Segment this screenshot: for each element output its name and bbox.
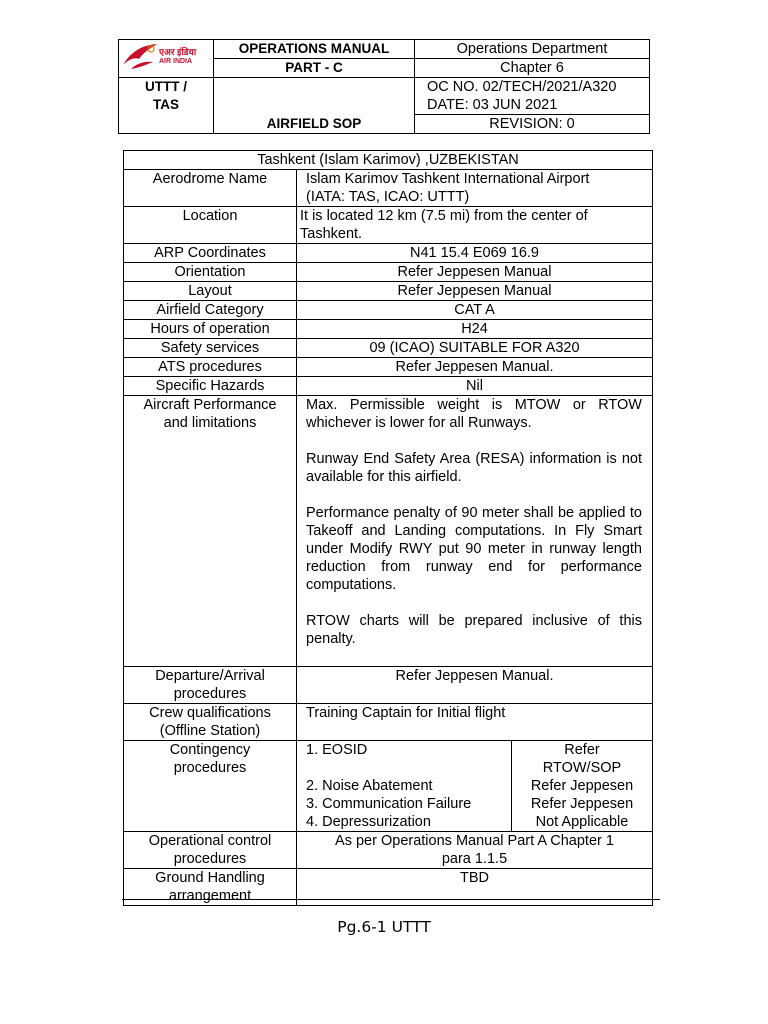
table-row <box>124 170 653 207</box>
dep-arr-label-line-1: Departure/Arrival <box>155 668 265 684</box>
performance-paragraph: Performance penalty of 90 meter shall be applied to Takeoff and Landing computations. In Fly Smart under Modify RWY put 90 meter in runway length reduction from runway end for performance computations. <box>306 505 642 593</box>
airfield-sop-label: AIRFIELD SOP <box>214 78 415 134</box>
row-value: Refer Jeppesen Manual <box>297 263 653 282</box>
row-label <box>124 832 297 869</box>
table-row <box>124 832 653 869</box>
oc-info <box>415 78 650 115</box>
part-label: PART - C <box>214 59 415 78</box>
row-value: CAT A <box>297 301 653 320</box>
location-line-2: Tashkent. <box>300 226 363 242</box>
logo-text: AIR INDIA <box>159 58 193 65</box>
row-label: Layout <box>124 282 297 301</box>
row-value: Refer Jeppesen Manual. <box>297 667 653 704</box>
list-item: 2. Noise Abatement <box>306 778 433 794</box>
manual-title: OPERATIONS MANUAL <box>214 40 415 59</box>
performance-paragraph: Runway End Safety Area (RESA) information is not available for this airfield. <box>306 451 642 485</box>
row-value: 09 (ICAO) SUITABLE FOR A320 <box>297 339 653 358</box>
row-value: Training Captain for Initial flight <box>297 704 653 741</box>
aerodrome-name-line-1: Islam Karimov Tashkent International Airport <box>306 171 590 187</box>
list-item: Refer Jeppesen <box>530 778 634 794</box>
table-row <box>124 396 653 667</box>
crew-label-line-2: (Offline Station) <box>159 723 261 739</box>
row-label <box>124 667 297 704</box>
crew-label-line-1: Crew qualifications <box>149 705 271 721</box>
row-label <box>124 704 297 741</box>
opcontrol-label-line-2: procedures <box>173 851 247 867</box>
air-india-logo: एअर इंडिया AIR INDIA <box>119 40 213 73</box>
contingency-refs <box>512 741 653 832</box>
table-row <box>124 244 653 263</box>
row-value: TBD <box>297 869 653 906</box>
performance-details <box>297 396 653 667</box>
oc-date: DATE: 03 JUN 2021 <box>427 97 558 113</box>
table-row <box>124 339 653 358</box>
row-value <box>297 170 653 207</box>
ground-label-line-1: Ground Handling <box>155 870 265 886</box>
row-label: ARP Coordinates <box>124 244 297 263</box>
table-row <box>124 741 653 832</box>
oc-number: OC NO. 02/TECH/2021/A320 <box>427 79 617 95</box>
list-item: Refer Jeppesen <box>530 796 634 812</box>
row-value: Nil <box>297 377 653 396</box>
table-row <box>124 377 653 396</box>
station-line-1: UTTT / <box>145 79 187 94</box>
row-label: Location <box>124 207 297 244</box>
opcontrol-label-line-1: Operational control <box>148 833 272 849</box>
air-india-swan-icon <box>121 41 159 73</box>
performance-paragraph: Max. Permissible weight is MTOW or RTOW whichever is lower for all Runways. <box>306 397 642 431</box>
contingency-items <box>297 741 512 832</box>
dep-arr-label-line-2: procedures <box>173 686 247 702</box>
performance-label-line-2: and limitations <box>163 415 257 431</box>
list-item: 3. Communication Failure <box>306 796 472 812</box>
document-header <box>118 39 650 134</box>
row-label: Airfield Category <box>124 301 297 320</box>
table-title: Tashkent (Islam Karimov) ,UZBEKISTAN <box>124 151 653 170</box>
row-label: Safety services <box>124 339 297 358</box>
row-value: Refer Jeppesen Manual. <box>297 358 653 377</box>
row-label: ATS procedures <box>124 358 297 377</box>
list-item: Refer <box>564 742 600 758</box>
table-row <box>124 282 653 301</box>
footer-rule <box>122 899 660 900</box>
performance-paragraph: RTOW charts will be prepared inclusive of this penalty. <box>306 613 642 647</box>
performance-label-line-1: Aircraft Performance <box>143 397 277 413</box>
row-value <box>297 207 653 244</box>
list-item: RTOW/SOP <box>542 760 622 776</box>
row-label: Hours of operation <box>124 320 297 339</box>
table-row <box>124 704 653 741</box>
row-value: N41 15.4 E069 16.9 <box>297 244 653 263</box>
contingency-label-line-2: procedures <box>173 760 247 776</box>
location-line-1: It is located 12 km (7.5 mi) from the center of <box>300 208 588 224</box>
row-value <box>297 832 653 869</box>
row-label <box>124 741 297 832</box>
table-row <box>124 301 653 320</box>
row-label: Aerodrome Name <box>124 170 297 207</box>
table-row <box>124 320 653 339</box>
row-label <box>124 396 297 667</box>
station-line-2: TAS <box>153 97 179 112</box>
ground-label-line-2: arrangement <box>168 888 252 904</box>
row-label: Specific Hazards <box>124 377 297 396</box>
list-item: 4. Depressurization <box>306 814 431 830</box>
table-row <box>124 207 653 244</box>
aerodrome-name-line-2: (IATA: TAS, ICAO: UTTT) <box>306 189 470 205</box>
table-row <box>124 667 653 704</box>
list-item: Not Applicable <box>535 814 629 830</box>
row-label: Orientation <box>124 263 297 282</box>
page-number: Pg.6-1 UTTT <box>337 918 431 936</box>
logo-cell <box>119 40 214 78</box>
airfield-info-table <box>123 150 653 906</box>
row-value: Refer Jeppesen Manual <box>297 282 653 301</box>
opcontrol-value-line-1: As per Operations Manual Part A Chapter 1 <box>335 833 614 849</box>
row-value: H24 <box>297 320 653 339</box>
table-row <box>124 263 653 282</box>
chapter-label: Chapter 6 <box>415 59 650 78</box>
revision-label: REVISION: 0 <box>415 115 650 134</box>
station-code <box>119 78 214 134</box>
contingency-label-line-1: Contingency <box>169 742 251 758</box>
department: Operations Department <box>415 40 650 59</box>
opcontrol-value-line-2: para 1.1.5 <box>441 851 508 867</box>
table-row <box>124 358 653 377</box>
list-item: 1. EOSID <box>306 742 368 758</box>
